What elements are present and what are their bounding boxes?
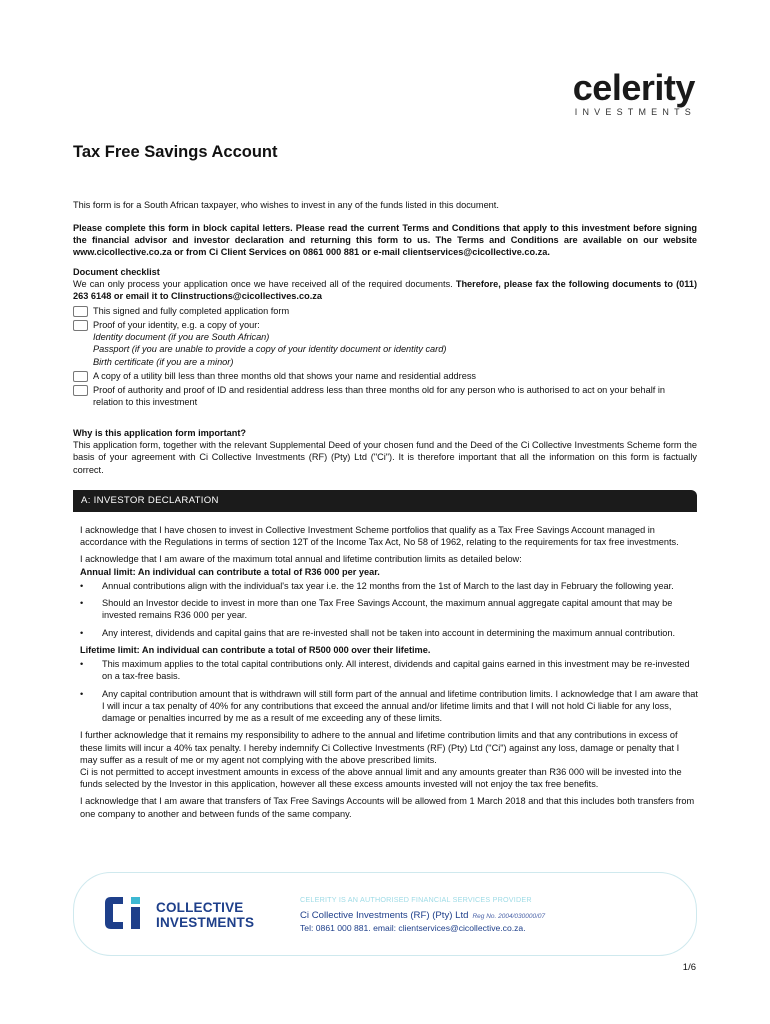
- list-item: • Any capital contribution amount that is withdrawn will still form part of the annual and lifetime contribution limits. I acknowledge that I am aware that I will incur a tax penalty of 40% for any contributions that exceed the annual and/or lifetime limits and that I will not hold Ci liable for any loss, damage or penalties incurred by me as a result of me exceeding any of these limits.: [80, 688, 698, 724]
- checklist-item: [73, 384, 697, 408]
- checklist-item-label: Proof of authority and proof of ID and residential address less than three months old for any person who is authorised to act on your behalf in relation to this investment: [93, 385, 666, 408]
- investor-declaration: [80, 524, 698, 825]
- checklist-subitem: Birth certificate (if you are a minor): [93, 356, 234, 367]
- checklist-item: [73, 370, 697, 382]
- checklist-text-bold: Therefore, please fax the following documents to (011) 263 6148 or email it to CIinstructions@cicollectives.co.za: [73, 279, 698, 302]
- ci-logo-icon: [103, 895, 147, 931]
- contact-details: Tel: 0861 000 881. email: clientservices@cicollective.co.za.: [300, 923, 526, 933]
- ci-wordmark-line1: COLLECTIVE: [156, 900, 244, 915]
- checklist-item-label: This signed and fully completed application form: [93, 305, 290, 316]
- why-heading: Why is this application form important?: [73, 428, 247, 438]
- checklist-text-plain: We can only process your application once we have received all of the required documents.: [73, 279, 456, 290]
- checklist-intro: [73, 278, 697, 302]
- checklist-item-label: Proof of your identity, e.g. a copy of your:: [93, 319, 260, 330]
- intro-paragraph: This form is for a South African taxpayer, who wishes to invest in any of the funds listed in this document.: [73, 200, 499, 210]
- checklist-checkbox[interactable]: [73, 320, 88, 331]
- bullet-text: Any interest, dividends and capital gains that are re-invested shall not be taken into account in determining the maximum annual contribution.: [102, 627, 676, 638]
- why-important-section: [73, 427, 697, 476]
- why-text: This application form, together with the relevant Supplemental Deed of your chosen fund and the Deed of the Ci Collective Investments Scheme form the basis of your agreement with Ci Collective Investments (RF) (Pty) Ltd ("Ci"). It is therefore important that all the information on this form is factually correct.: [73, 440, 697, 475]
- logo-wordmark: celerity: [572, 67, 695, 108]
- checklist-subitem: Passport (if you are unable to provide a copy of your identity document or identity card): [93, 344, 447, 355]
- section-a-header: A: INVESTOR DECLARATION: [73, 490, 697, 512]
- logo-subtitle: INVESTMENTS: [574, 107, 696, 117]
- bullet-text: Annual contributions align with the individual's tax year i.e. the 12 months from the 1st of March to the last day in February the following year.: [102, 580, 674, 591]
- fsp-notice: CELERITY IS AN AUTHORISED FINANCIAL SERVICES PROVIDER: [300, 895, 532, 904]
- bullet-text: This maximum applies to the total capital contributions only. All interest, dividends and capital gains earned in this investment may be re-invested on a tax-free basis.: [102, 659, 690, 682]
- declaration-paragraph: I acknowledge that I have chosen to invest in Collective Investment Scheme portfolios that qualify as a Tax Free Savings Account managed in accordance with the Regulations in terms of section 12T of the Income Tax Act, No 58 of 1962, relating to the requirements for tax free investments.: [80, 525, 679, 548]
- list-item: • Annual contributions align with the individual's tax year i.e. the 12 months from the 1st of March to the last day in February the following year.: [80, 580, 698, 592]
- ci-wordmark: [156, 901, 254, 930]
- list-item: • Any interest, dividends and capital gains that are re-invested shall not be taken into account in determining the maximum annual contribution.: [80, 627, 698, 639]
- declaration-paragraph: Ci is not permitted to accept investment amounts in excess of the above annual limit and any amounts greater than R36 000 will be invested into the funds selected by the Investor in this application, however all these excess amounts invested will not enjoy the tax free benefits.: [80, 766, 682, 790]
- declaration-paragraph: I further acknowledge that it remains my responsibility to adhere to the annual and lifetime contribution limits and that any contributions in excess of these limits will incur a 40% tax penalty. I hereby indemnify Ci Collective Investments (RF) (Pty) Ltd ("Ci") against any loss, damage or penalty that I may suffer as a result of me or my agent not complying with the above prescribed limits.: [80, 730, 680, 765]
- list-item: • This maximum applies to the total capital contributions only. All interest, dividends and capital gains earned in this investment may be re-invested on a tax-free basis.: [80, 658, 698, 682]
- celerity-logo: [572, 67, 696, 119]
- declaration-paragraph: I acknowledge that I am aware that transfers of Tax Free Savings Accounts will be allowed from 1 March 2018 and that this includes both transfers from one company to another and between funds of the same company.: [80, 796, 695, 819]
- document-checklist: [73, 266, 697, 409]
- page-number: 1/6: [682, 962, 696, 973]
- lifetime-limit-heading: Lifetime limit: An individual can contribute a total of R500 000 over their lifetime.: [80, 644, 431, 655]
- checklist-item: [73, 305, 697, 317]
- checklist-checkbox[interactable]: [73, 306, 88, 317]
- registration-number: Reg No. 2004/030000/07: [472, 913, 546, 920]
- company-name-text: Ci Collective Investments (RF) (Pty) Ltd: [300, 910, 469, 921]
- bullet-text: Should an Investor decide to invest in more than one Tax Free Savings Account, the maximum annual aggregate capital amount that may be invested remains R36 000 per year.: [102, 598, 673, 621]
- declaration-paragraph: I acknowledge that I am aware of the maximum total annual and lifetime contribution limits as detailed below:: [80, 554, 522, 565]
- checklist-checkbox[interactable]: [73, 371, 88, 382]
- instructions-paragraph: Please complete this form in block capital letters. Please read the current Terms and Conditions that apply to this investment before signing the financial advisor and investor declaration and returning this form to us. The Terms and Conditions are available on our website www.cicollective.co.za or from Ci Client Services on 0861 000 881 or e-mail clientservices@cicollective.co.za.: [73, 223, 697, 258]
- list-item: • Should an Investor decide to invest in more than one Tax Free Savings Account, the maximum annual aggregate capital amount that may be invested remains R36 000 per year.: [80, 597, 698, 621]
- ci-wordmark-line2: INVESTMENTS: [156, 914, 255, 930]
- bullet-text: Any capital contribution amount that is withdrawn will still form part of the annual and lifetime contribution limits. I acknowledge that I am aware that I will incur a tax penalty of 40% for any contributions that exceed the annual and/or lifetime limits and that I will not hold Ci liable for any loss, damage or penalties incurred by me as a result of me exceeding any of these limits.: [102, 688, 698, 724]
- checklist-item: [73, 319, 697, 368]
- annual-limit-heading: Annual limit: An individual can contribute a total of R36 000 per year.: [80, 566, 380, 577]
- checklist-checkbox[interactable]: [73, 385, 88, 396]
- checklist-subitem: Identity document (if you are South African): [93, 332, 270, 343]
- company-name: [300, 910, 545, 923]
- checklist-heading: Document checklist: [73, 267, 160, 277]
- page-title: Tax Free Savings Account: [73, 143, 278, 161]
- checklist-item-label: A copy of a utility bill less than three months old that shows your name and residential address: [93, 370, 477, 381]
